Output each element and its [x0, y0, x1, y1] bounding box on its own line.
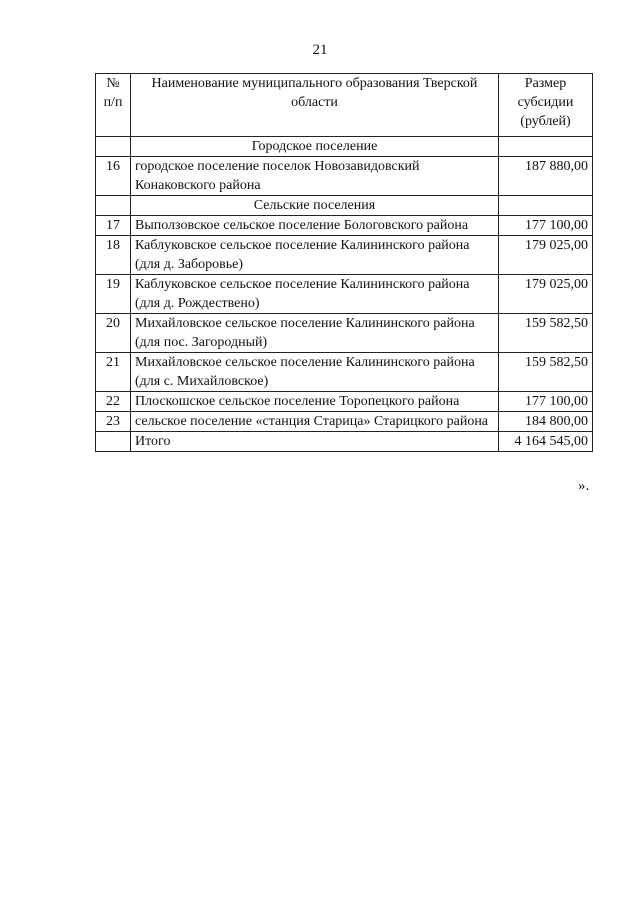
section-sum-cell	[499, 137, 593, 157]
section-number-cell	[96, 196, 131, 216]
row-name: Каблуковское сельское поселение Калининского района (для д. Рождествено)	[131, 275, 499, 314]
row-sum: 177 100,00	[499, 392, 593, 412]
section-number-cell	[96, 137, 131, 157]
table-row	[96, 236, 593, 275]
total-label: Итого	[131, 432, 499, 452]
section-row-rural	[96, 196, 593, 216]
row-sum: 179 025,00	[499, 275, 593, 314]
row-number: 21	[96, 353, 131, 392]
section-sum-cell	[499, 196, 593, 216]
row-number: 16	[96, 157, 131, 196]
row-sum: 159 582,50	[499, 353, 593, 392]
row-name: Каблуковское сельское поселение Калининского района (для д. Заборовье)	[131, 236, 499, 275]
section-title-urban: Городское поселение	[131, 137, 499, 157]
table-row	[96, 157, 593, 196]
subsidy-table	[95, 73, 593, 452]
header-name: Наименование муниципального образования Тверской области	[131, 74, 499, 137]
row-number: 18	[96, 236, 131, 275]
row-number: 23	[96, 412, 131, 432]
row-name: сельское поселение «станция Старица» Старицкого района	[131, 412, 499, 432]
row-name: Михайловское сельское поселение Калининского района (для пос. Загородный)	[131, 314, 499, 353]
row-sum: 187 880,00	[499, 157, 593, 196]
table-row	[96, 412, 593, 432]
row-name: городское поселение поселок Новозавидовский Конаковского района	[131, 157, 499, 196]
header-sum: Размер субсидии (рублей)	[499, 74, 593, 137]
row-number: 20	[96, 314, 131, 353]
row-name: Выползовское сельское поселение Бологовского района	[131, 216, 499, 236]
table-row	[96, 275, 593, 314]
page-number: 21	[312, 42, 328, 58]
table-row	[96, 314, 593, 353]
section-title-rural: Сельские поселения	[131, 196, 499, 216]
total-row	[96, 432, 593, 452]
row-number: 17	[96, 216, 131, 236]
total-sum: 4 164 545,00	[499, 432, 593, 452]
header-number: № п/п	[96, 74, 131, 137]
row-number: 22	[96, 392, 131, 412]
closing-quote-mark: ».	[578, 478, 590, 494]
table-row	[96, 216, 593, 236]
row-sum: 184 800,00	[499, 412, 593, 432]
section-row-urban	[96, 137, 593, 157]
row-name: Михайловское сельское поселение Калининского района (для с. Михайловское)	[131, 353, 499, 392]
table-row	[96, 353, 593, 392]
table-row	[96, 392, 593, 412]
row-name: Плоскошское сельское поселение Торопецкого района	[131, 392, 499, 412]
row-sum: 179 025,00	[499, 236, 593, 275]
row-number: 19	[96, 275, 131, 314]
row-sum: 177 100,00	[499, 216, 593, 236]
row-sum: 159 582,50	[499, 314, 593, 353]
table-header-row	[96, 74, 593, 137]
total-number-cell	[96, 432, 131, 452]
